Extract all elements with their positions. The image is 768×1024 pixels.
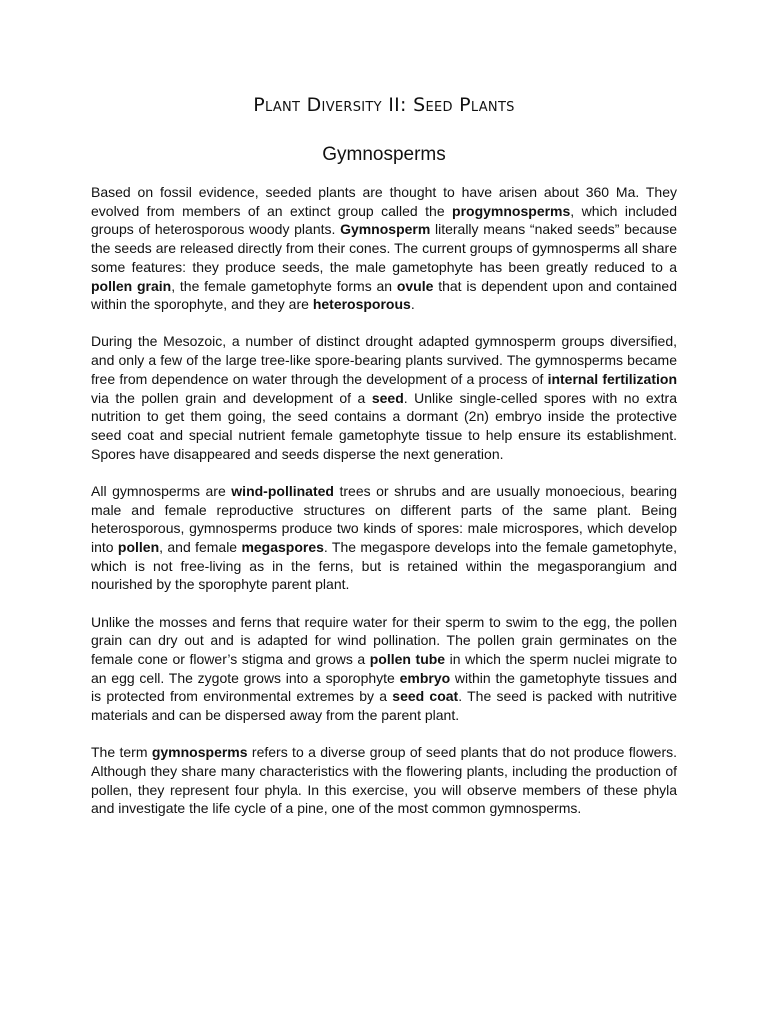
text-run: , and female xyxy=(159,538,242,555)
bold-term: internal fertilization xyxy=(547,370,678,387)
paragraph xyxy=(91,482,677,594)
bold-term: embryo xyxy=(399,669,451,686)
text-run: in which the sperm nuclei migrate to an egg cell. The zygote grows into a sporophyte xyxy=(91,650,677,686)
paragraph xyxy=(91,743,677,818)
paragraph xyxy=(91,613,677,725)
text-run: . xyxy=(410,296,415,313)
bold-term: Gymnosperm xyxy=(340,221,431,238)
text-run: . The megaspore develops into the female gametophyte, which is not free-living as in the ferns, but is retained within the megasporangium and nourished by the sporophyte parent plant. xyxy=(91,538,678,593)
text-run: All gymnosperms are xyxy=(91,482,232,499)
text-run: . The seed is packed with nutritive materials and can be dispersed away from the parent plant. xyxy=(91,688,677,724)
bold-term: pollen tube xyxy=(369,650,446,667)
paragraph xyxy=(91,183,677,314)
text-run: refers to a diverse group of seed plants that do not produce flowers. Although they share many characteristics with the flowering plants, including the production of pollen, they represent four phyla. In this exercise, you will observe members of these phyla and investigate the life cycle of a pine, one of the most common gymnosperms. xyxy=(91,744,677,817)
text-run: Unlike the mosses and ferns that require water for their sperm to swim to the egg, the pollen grain can dry out and is adapted for wind pollination. The pollen grain germinates on the female cone or flower’s stigma and grows a xyxy=(91,613,677,667)
body-text xyxy=(91,183,677,837)
bold-term: seed xyxy=(371,389,404,406)
text-run: , which included groups of heterosporous woody plants. xyxy=(91,202,677,238)
text-run: trees or shrubs and are usually monoecious, bearing male and female reproductive structures on different parts of the same plant. Being heterosporous, gymnosperms produce two kinds of spores: male microspores, which develop into xyxy=(91,482,677,555)
bold-term: progymnosperms xyxy=(452,202,571,219)
document-title: Plant Diversity II: Seed Plants xyxy=(253,94,515,116)
bold-term: megaspores xyxy=(241,538,324,555)
bold-term: gymnosperms xyxy=(151,744,248,761)
paragraph xyxy=(91,332,677,463)
text-run: The term xyxy=(91,744,152,761)
bold-term: seed coat xyxy=(392,688,459,705)
text-run: During the Mesozoic, a number of distinct drought adapted gymnosperm groups diversified, and only a few of the large tree-like spore-bearing plants survived. The gymnosperms became free from dependence on water through the development of a process of xyxy=(91,333,677,387)
text-run: that is dependent upon and contained within the sporophyte, and they are xyxy=(91,277,677,313)
text-run: , the female gametophyte forms an xyxy=(171,277,397,294)
bold-term: wind-pollinated xyxy=(231,482,334,499)
text-run: via the pollen grain and development of a xyxy=(91,389,372,406)
bold-term: pollen grain xyxy=(91,277,172,294)
bold-term: pollen xyxy=(117,538,160,555)
text-run: literally means “naked seeds” because the seeds are released directly from their cones. The current groups of gymnosperms all share some features: they produce seeds, the male gametophyte has been greatly reduced to a xyxy=(91,221,678,275)
section-heading: Gymnosperms xyxy=(322,144,446,165)
text-run: within the gametophyte tissues and is protected from environmental extremes by a xyxy=(91,669,678,705)
text-run: Based on fossil evidence, seeded plants are thought to have arisen about 360 Ma. They evolved from members of an extinct group called the xyxy=(91,184,677,219)
text-run: . Unlike single-celled spores with no extra nutrition to get them going, the seed contains a dormant (2n) embryo inside the protective seed coat and special nutrient female gametophyte tissue to help ensure its establishment. Spores have disappeared and seeds disperse the next generation. xyxy=(91,389,677,462)
bold-term: heterosporous xyxy=(312,296,411,313)
bold-term: ovule xyxy=(396,277,434,294)
